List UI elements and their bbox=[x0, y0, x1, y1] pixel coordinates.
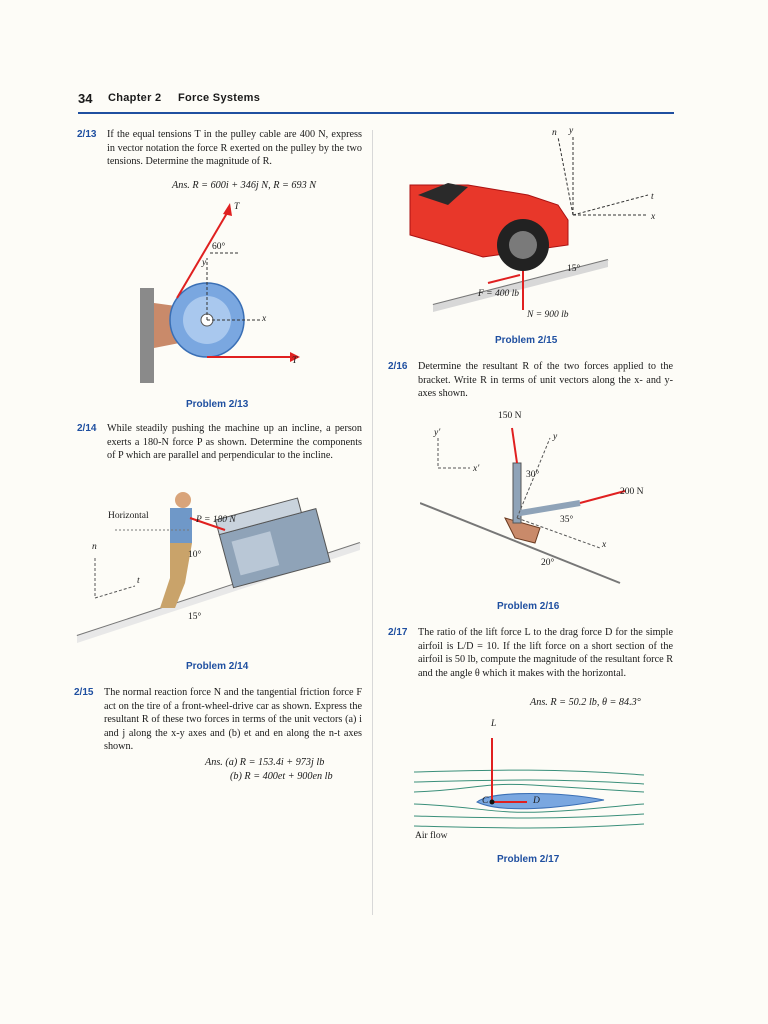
caption-2-16: Problem 2/16 bbox=[497, 601, 560, 612]
force-200-arrow bbox=[580, 491, 625, 503]
label-35deg: 35° bbox=[560, 515, 574, 525]
problem-2-17-answer: Ans. R = 50.2 lb, θ = 84.3° bbox=[530, 697, 641, 708]
label-n: n bbox=[92, 542, 97, 552]
person-head bbox=[175, 492, 191, 508]
label-t: t bbox=[651, 192, 654, 202]
page-header bbox=[78, 90, 674, 114]
label-L: L bbox=[491, 719, 497, 729]
problem-number: 2/15 bbox=[74, 687, 94, 698]
caption-2-17: Problem 2/17 bbox=[497, 854, 560, 865]
label-y: y bbox=[202, 258, 207, 268]
problem-2-15 bbox=[74, 686, 362, 754]
label-x: x bbox=[602, 540, 607, 550]
label-20deg: 20° bbox=[541, 558, 555, 568]
problem-text: While steadily pushing the machine up an incline, a person exerts a 180-N force P as shown. Determine the components of P which are parallel and perpendicular to the incline. bbox=[107, 423, 362, 462]
problem-text: If the equal tensions T in the pulley cable are 400 N, express in vector notation the force R exerted on the pulley by the two tensions. Determine the magnitude of R. bbox=[107, 129, 362, 168]
label-30deg: 30° bbox=[526, 470, 540, 480]
problem-text: Determine the resultant R of the two forces applied to the bracket. Write R in terms of unit vectors along the x- and y-axes shown. bbox=[418, 361, 673, 400]
caption-2-14: Problem 2/14 bbox=[186, 661, 249, 672]
label-airflow: Air flow bbox=[415, 831, 448, 841]
label-N: N = 900 lb bbox=[527, 310, 569, 320]
problem-2-17 bbox=[388, 626, 673, 680]
person-torso bbox=[170, 508, 192, 543]
problem-number: 2/13 bbox=[77, 129, 97, 140]
label-D: D bbox=[533, 796, 540, 806]
label-horizontal: Horizontal bbox=[108, 511, 149, 521]
label-15deg: 15° bbox=[188, 612, 202, 622]
column-divider bbox=[372, 130, 373, 915]
label-T-top: T bbox=[234, 202, 240, 212]
caption-2-15: Problem 2/15 bbox=[495, 335, 558, 346]
problem-number: 2/16 bbox=[388, 361, 408, 372]
bracket-arm-vertical bbox=[513, 463, 521, 523]
t-axis bbox=[95, 586, 135, 598]
label-15deg: 15° bbox=[567, 264, 581, 274]
label-60deg: 60° bbox=[212, 242, 226, 252]
problem-number: 2/17 bbox=[388, 627, 408, 638]
problem-2-14 bbox=[77, 422, 362, 463]
topic-label: Force Systems bbox=[178, 92, 261, 104]
point-C bbox=[490, 800, 495, 805]
label-n: n bbox=[552, 128, 557, 138]
label-y: y bbox=[569, 126, 574, 136]
car-rim bbox=[509, 231, 537, 259]
chapter-label: Chapter 2 bbox=[108, 92, 162, 104]
page-number: 34 bbox=[78, 91, 93, 106]
label-x: x bbox=[651, 212, 656, 222]
caption-2-13: Problem 2/13 bbox=[186, 399, 249, 410]
pulley-figure bbox=[135, 198, 315, 388]
label-x-prime: x' bbox=[473, 464, 480, 474]
label-force-P: P = 180 N bbox=[196, 515, 236, 525]
label-F: F = 400 lb bbox=[478, 289, 519, 299]
problem-2-15-answer-b: (b) R = 400et + 900en lb bbox=[230, 771, 333, 782]
problem-text: The ratio of the lift force L to the drag force D for the simple airfoil is L/D = 10. If the lift force on a short section of the airfoil is 50 lb, compute the magnitude of the resultant force R and the angle θ which it makes with the horizontal. bbox=[418, 627, 673, 679]
label-150N: 150 N bbox=[498, 411, 522, 421]
n-axis bbox=[558, 137, 573, 215]
problem-text: The normal reaction force N and the tangential friction force F act on the tire of a front-wheel-drive car as shown. Express the resultant R of these two forces in terms of the unit vectors (a) i and j along the x-y axes and (b) et and en along the n-t axes shown. bbox=[104, 687, 362, 753]
problem-2-13 bbox=[77, 128, 362, 169]
label-T-bottom: T bbox=[292, 356, 298, 366]
label-x: x bbox=[262, 314, 267, 324]
problem-number: 2/14 bbox=[77, 423, 97, 434]
force-150-arrow bbox=[512, 428, 517, 463]
label-C: C bbox=[482, 796, 489, 806]
wall bbox=[140, 288, 154, 383]
friction-force-arrow bbox=[488, 275, 520, 283]
label-y-prime: y' bbox=[434, 428, 441, 438]
t-axis bbox=[573, 195, 648, 215]
car-tire-figure bbox=[408, 125, 678, 330]
problem-2-16 bbox=[388, 360, 673, 401]
label-t: t bbox=[137, 576, 140, 586]
arrowhead bbox=[223, 203, 232, 216]
label-y: y bbox=[553, 432, 558, 442]
problem-2-15-answer-a: Ans. (a) R = 153.4i + 973j lb bbox=[205, 757, 325, 768]
copy-machine bbox=[215, 494, 330, 587]
label-10deg: 10° bbox=[188, 550, 202, 560]
label-200N: 200 N bbox=[620, 487, 644, 497]
airfoil-figure bbox=[412, 720, 652, 845]
problem-2-13-answer: Ans. R = 600i + 346j N, R = 693 N bbox=[172, 180, 317, 191]
bracket-arm-horizontal bbox=[520, 503, 580, 513]
